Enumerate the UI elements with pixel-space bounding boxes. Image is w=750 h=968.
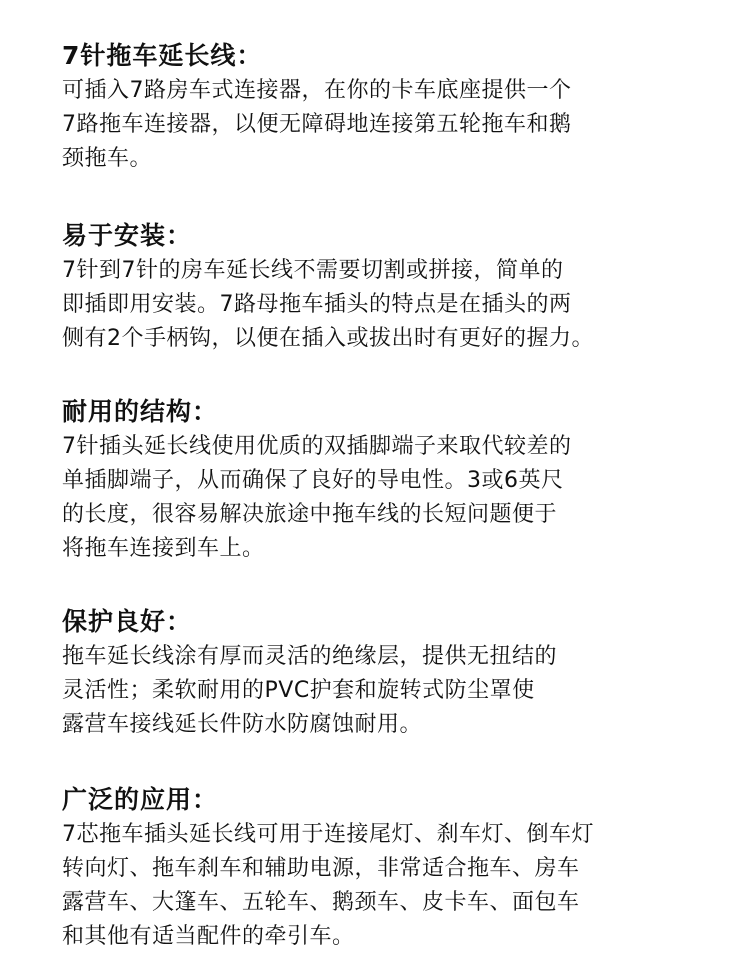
body-line: 的长度，很容易解决旅途中拖车线的长短问题便于 bbox=[62, 502, 558, 527]
body-line: 7针到7针的房车延长线不需要切割或拼接，简单的 bbox=[62, 258, 564, 283]
section-heading: 易于安装： bbox=[62, 221, 193, 250]
body-line: 可插入7路房车式连接器，在你的卡车底座提供一个 bbox=[62, 78, 572, 103]
section-durable-construction bbox=[62, 394, 750, 566]
body-line: 7针插头延长线使用优质的双插脚端子来取代较差的 bbox=[62, 434, 572, 459]
section-heading: 保护良好： bbox=[62, 607, 193, 636]
section-body bbox=[62, 254, 750, 356]
section-good-protection bbox=[62, 604, 750, 742]
body-line: 将拖车连接到车上。 bbox=[62, 536, 265, 561]
body-line: 7路拖车连接器，以便无障碍地连接第五轮拖车和鹅 bbox=[62, 112, 572, 137]
section-heading: 7针拖车延长线： bbox=[62, 41, 263, 70]
section-heading: 广泛的应用： bbox=[62, 785, 219, 814]
body-line: 即插即用安装。7路母拖车插头的特点是在插头的两 bbox=[62, 292, 572, 317]
section-body bbox=[62, 74, 750, 176]
section-extension-cable bbox=[62, 38, 750, 176]
body-line: 拖车延长线涂有厚而灵活的绝缘层，提供无扭结的 bbox=[62, 644, 558, 669]
body-line: 侧有2个手柄钩，以便在插入或拔出时有更好的握力。 bbox=[62, 326, 594, 351]
body-line: 和其他有适当配件的牵引车。 bbox=[62, 924, 355, 949]
section-body bbox=[62, 818, 750, 954]
body-line: 单插脚端子，从而确保了良好的导电性。3或6英尺 bbox=[62, 468, 564, 493]
body-line: 露营车接线延长件防水防腐蚀耐用。 bbox=[62, 712, 423, 737]
section-wide-application bbox=[62, 782, 750, 954]
body-line: 转向灯、拖车刹车和辅助电源，非常适合拖车、房车 bbox=[62, 856, 580, 881]
section-body bbox=[62, 430, 750, 566]
section-body bbox=[62, 640, 750, 742]
body-line: 颈拖车。 bbox=[62, 146, 153, 171]
section-easy-install bbox=[62, 218, 750, 356]
body-line: 7芯拖车插头延长线可用于连接尾灯、刹车灯、倒车灯 bbox=[62, 822, 594, 847]
body-line: 露营车、大篷车、五轮车、鹅颈车、皮卡车、面包车 bbox=[62, 890, 580, 915]
body-line: 灵活性；柔软耐用的PVC护套和旋转式防尘罩使 bbox=[62, 678, 535, 703]
section-heading: 耐用的结构： bbox=[62, 397, 219, 426]
